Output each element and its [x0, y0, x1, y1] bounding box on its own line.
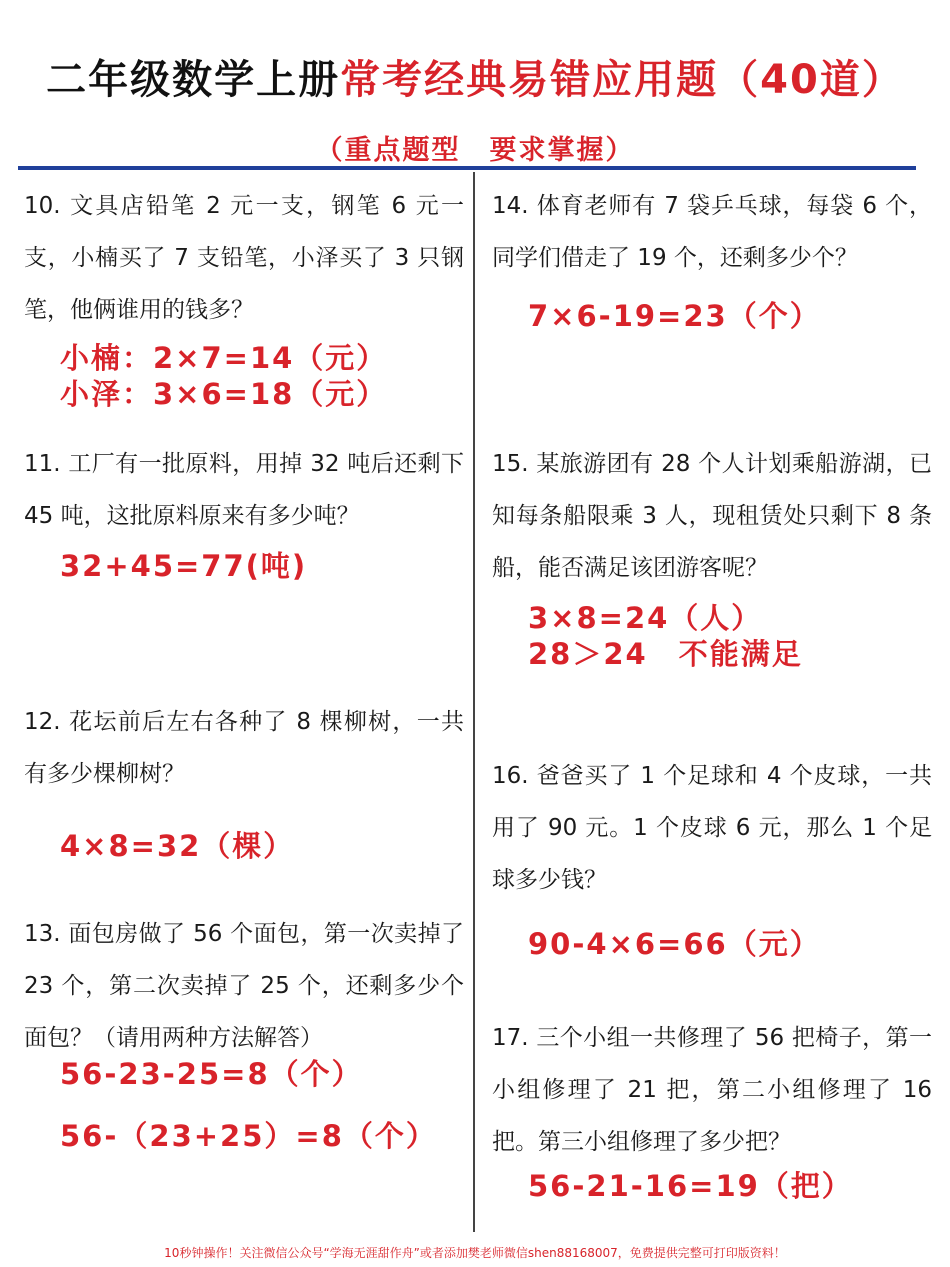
question-13 [24, 908, 464, 1154]
answer-line: 小泽：3×6=18（元） [60, 377, 388, 411]
question-text: 12. 花坛前后左右各种了 8 棵柳树，一共有多少棵柳树？ [24, 709, 464, 787]
question-text: 14. 体育老师有 7 袋乒乓球，每袋 6 个，同学们借走了 19 个，还剩多少个？ [492, 193, 932, 271]
answer-line: 7×6-19=23（个） [528, 299, 821, 333]
question-15 [492, 438, 932, 672]
question-16 [492, 750, 932, 962]
answer-line: 28＞24 不能满足 [528, 637, 803, 671]
question-12 [24, 696, 464, 864]
answer-line: 90-4×6=66（元） [528, 927, 821, 961]
footer-note: 10秒钟操作！关注微信公众号“学海无涯甜作舟”或者添加樊老师微信shen88168007，免费提供完整可打印版资料！ [164, 1246, 786, 1260]
answer-line: 56-21-16=19（把） [528, 1169, 853, 1203]
question-10 [24, 180, 464, 412]
answer-line: 4×8=32（棵） [60, 829, 295, 863]
question-text: 17. 三个小组一共修理了 56 把椅子，第一小组修理了 21 把，第二小组修理了 16把。第三小组修理了多少把？ [492, 1025, 932, 1155]
question-11 [24, 438, 464, 584]
question-text: 16. 爸爸买了 1 个足球和 4 个皮球，一共用了 90 元。1 个皮球 6 元，那么 1 个足球多少钱？ [492, 763, 932, 893]
answer-line: 小楠：2×7=14（元） [60, 341, 388, 375]
answer-line: 56-23-25=8（个） [60, 1057, 363, 1091]
page-subtitle: （重点题型 要求掌握） [315, 135, 635, 166]
column-divider [473, 172, 475, 1232]
question-14 [492, 180, 932, 334]
question-text: 10. 文具店铅笔 2 元一支，钢笔 6 元一支，小楠买了 7 支铅笔，小泽买了 3 只钢笔，他俩谁用的钱多？ [24, 193, 464, 323]
answer-line: 32+45=77(吨) [60, 549, 308, 583]
title-red-part: 常考经典易错应用题（40道） [340, 57, 904, 103]
question-text: 15. 某旅游团有 28 个人计划乘船游湖，已知每条船限乘 3 人，现租赁处只剩下 8 条船，能否满足该团游客呢？ [492, 451, 932, 581]
answer-line: 3×8=24（人） [528, 601, 763, 635]
question-text: 11. 工厂有一批原料，用掉 32 吨后还剩下 45 吨，这批原料原来有多少吨？ [24, 451, 464, 529]
page-title [0, 48, 950, 105]
header-rule [18, 166, 916, 170]
question-text: 13. 面包房做了 56 个面包，第一次卖掉了 23 个，第二次卖掉了 25 个，还剩多少个面包？（请用两种方法解答） [24, 921, 464, 1051]
question-17 [492, 1012, 932, 1204]
title-black-part: 二年级数学上册 [46, 57, 341, 103]
answer-line: 56-（23+25）=8（个） [60, 1119, 437, 1153]
